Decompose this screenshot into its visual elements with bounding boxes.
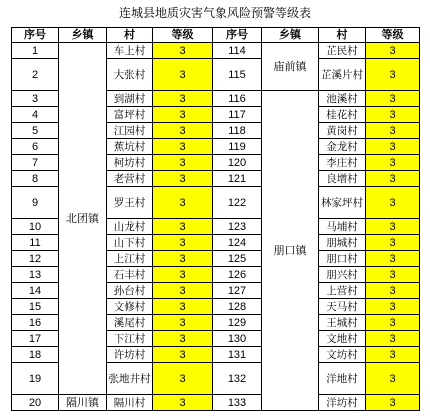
village-cell: 上江村 [107, 251, 153, 267]
level-cell: 3 [366, 43, 420, 59]
level-cell: 3 [153, 347, 213, 363]
row-serial: 119 [213, 139, 262, 155]
village-cell: 王城村 [319, 315, 366, 331]
level-cell: 3 [366, 331, 420, 347]
row-serial: 123 [213, 219, 262, 235]
header-serial: 序号 [213, 28, 262, 43]
row-serial: 132 [213, 363, 262, 395]
level-cell: 3 [153, 91, 213, 107]
village-cell: 上营村 [319, 283, 366, 299]
village-cell: 许坊村 [107, 347, 153, 363]
row-serial: 126 [213, 267, 262, 283]
village-cell: 马埔村 [319, 219, 366, 235]
row-serial: 122 [213, 187, 262, 219]
row-serial: 125 [213, 251, 262, 267]
level-cell: 3 [153, 395, 213, 411]
level-cell: 3 [153, 315, 213, 331]
village-cell: 下江村 [107, 331, 153, 347]
row-serial: 10 [12, 219, 59, 235]
header-level: 等级 [153, 28, 213, 43]
row-serial: 129 [213, 315, 262, 331]
level-cell: 3 [366, 107, 420, 123]
level-cell: 3 [366, 315, 420, 331]
row-serial: 5 [12, 123, 59, 139]
village-cell: 隔川村 [107, 395, 153, 411]
village-cell: 大张村 [107, 59, 153, 91]
village-cell: 桂花村 [319, 107, 366, 123]
level-cell: 3 [153, 363, 213, 395]
level-cell: 3 [153, 59, 213, 91]
level-cell: 3 [366, 187, 420, 219]
village-cell: 文修村 [107, 299, 153, 315]
village-cell: 池溪村 [319, 91, 366, 107]
level-cell: 3 [366, 235, 420, 251]
level-cell: 3 [366, 251, 420, 267]
header-serial: 序号 [12, 28, 59, 43]
village-cell: 孙台村 [107, 283, 153, 299]
table-title: 连城县地质灾害气象风险预警等级表 [118, 6, 311, 20]
level-cell: 3 [366, 363, 420, 395]
village-cell: 江园村 [107, 123, 153, 139]
header-town: 乡镇 [262, 28, 319, 43]
village-cell: 朋城村 [319, 235, 366, 251]
village-cell: 林家坪村 [319, 187, 366, 219]
level-cell: 3 [366, 139, 420, 155]
row-serial: 11 [12, 235, 59, 251]
village-cell: 蕉坑村 [107, 139, 153, 155]
row-serial: 116 [213, 91, 262, 107]
level-cell: 3 [153, 43, 213, 59]
village-cell: 石丰村 [107, 267, 153, 283]
level-cell: 3 [366, 59, 420, 91]
header-row [12, 28, 420, 43]
row-serial: 18 [12, 347, 59, 363]
level-cell: 3 [153, 235, 213, 251]
row-serial: 127 [213, 283, 262, 299]
row-serial: 114 [213, 43, 262, 59]
village-cell: 溪尾村 [107, 315, 153, 331]
village-cell: 金龙村 [319, 139, 366, 155]
village-cell: 朋口村 [319, 251, 366, 267]
header-village: 村 [107, 28, 153, 43]
table-row [12, 395, 420, 411]
level-cell: 3 [366, 155, 420, 171]
village-cell: 天马村 [319, 299, 366, 315]
row-serial: 128 [213, 299, 262, 315]
village-cell: 张地井村 [107, 363, 153, 395]
level-cell: 3 [153, 171, 213, 187]
town-cell: 朋口镇 [262, 91, 319, 411]
row-serial: 20 [12, 395, 59, 411]
level-cell: 3 [153, 107, 213, 123]
level-cell: 3 [366, 283, 420, 299]
level-cell: 3 [366, 219, 420, 235]
village-cell: 文坊村 [319, 347, 366, 363]
level-cell: 3 [366, 395, 420, 411]
warning-level-table [11, 27, 420, 411]
level-cell: 3 [153, 155, 213, 171]
row-serial: 117 [213, 107, 262, 123]
header-village: 村 [319, 28, 366, 43]
header-town: 乡镇 [59, 28, 107, 43]
village-cell: 朋兴村 [319, 267, 366, 283]
row-serial: 8 [12, 171, 59, 187]
row-serial: 133 [213, 395, 262, 411]
level-cell: 3 [366, 299, 420, 315]
town-cell: 北团镇 [59, 43, 107, 395]
village-cell: 李庄村 [319, 155, 366, 171]
level-cell: 3 [366, 267, 420, 283]
village-cell: 富坪村 [107, 107, 153, 123]
row-serial: 121 [213, 171, 262, 187]
level-cell: 3 [153, 331, 213, 347]
village-cell: 洋地村 [319, 363, 366, 395]
village-cell: 老营村 [107, 171, 153, 187]
row-serial: 12 [12, 251, 59, 267]
row-serial: 6 [12, 139, 59, 155]
row-serial: 120 [213, 155, 262, 171]
village-cell: 文地村 [319, 331, 366, 347]
row-serial: 4 [12, 107, 59, 123]
level-cell: 3 [153, 267, 213, 283]
level-cell: 3 [153, 187, 213, 219]
level-cell: 3 [153, 139, 213, 155]
row-serial: 19 [12, 363, 59, 395]
row-serial: 2 [12, 59, 59, 91]
row-serial: 118 [213, 123, 262, 139]
village-cell: 良增村 [319, 171, 366, 187]
row-serial: 115 [213, 59, 262, 91]
row-serial: 17 [12, 331, 59, 347]
level-cell: 3 [153, 251, 213, 267]
village-cell: 洋坊村 [319, 395, 366, 411]
village-cell: 黄岗村 [319, 123, 366, 139]
header-level: 等级 [366, 28, 420, 43]
row-serial: 124 [213, 235, 262, 251]
row-serial: 131 [213, 347, 262, 363]
village-cell: 柯坊村 [107, 155, 153, 171]
town-cell: 隔川镇 [59, 395, 107, 411]
level-cell: 3 [366, 123, 420, 139]
level-cell: 3 [153, 219, 213, 235]
village-cell: 山下村 [107, 235, 153, 251]
village-cell: 到湖村 [107, 91, 153, 107]
row-serial: 13 [12, 267, 59, 283]
village-cell: 山龙村 [107, 219, 153, 235]
row-serial: 130 [213, 331, 262, 347]
village-cell: 车上村 [107, 43, 153, 59]
level-cell: 3 [153, 299, 213, 315]
village-cell: 罗王村 [107, 187, 153, 219]
row-serial: 15 [12, 299, 59, 315]
village-cell: 芷民村 [319, 43, 366, 59]
level-cell: 3 [153, 283, 213, 299]
level-cell: 3 [366, 347, 420, 363]
row-serial: 16 [12, 315, 59, 331]
row-serial: 9 [12, 187, 59, 219]
level-cell: 3 [366, 91, 420, 107]
row-serial: 14 [12, 283, 59, 299]
level-cell: 3 [153, 123, 213, 139]
village-cell: 芷溪片村 [319, 59, 366, 91]
level-cell: 3 [366, 171, 420, 187]
town-cell: 庙前镇 [262, 43, 319, 91]
table-row [12, 43, 420, 59]
row-serial: 3 [12, 91, 59, 107]
row-serial: 7 [12, 155, 59, 171]
row-serial: 1 [12, 43, 59, 59]
